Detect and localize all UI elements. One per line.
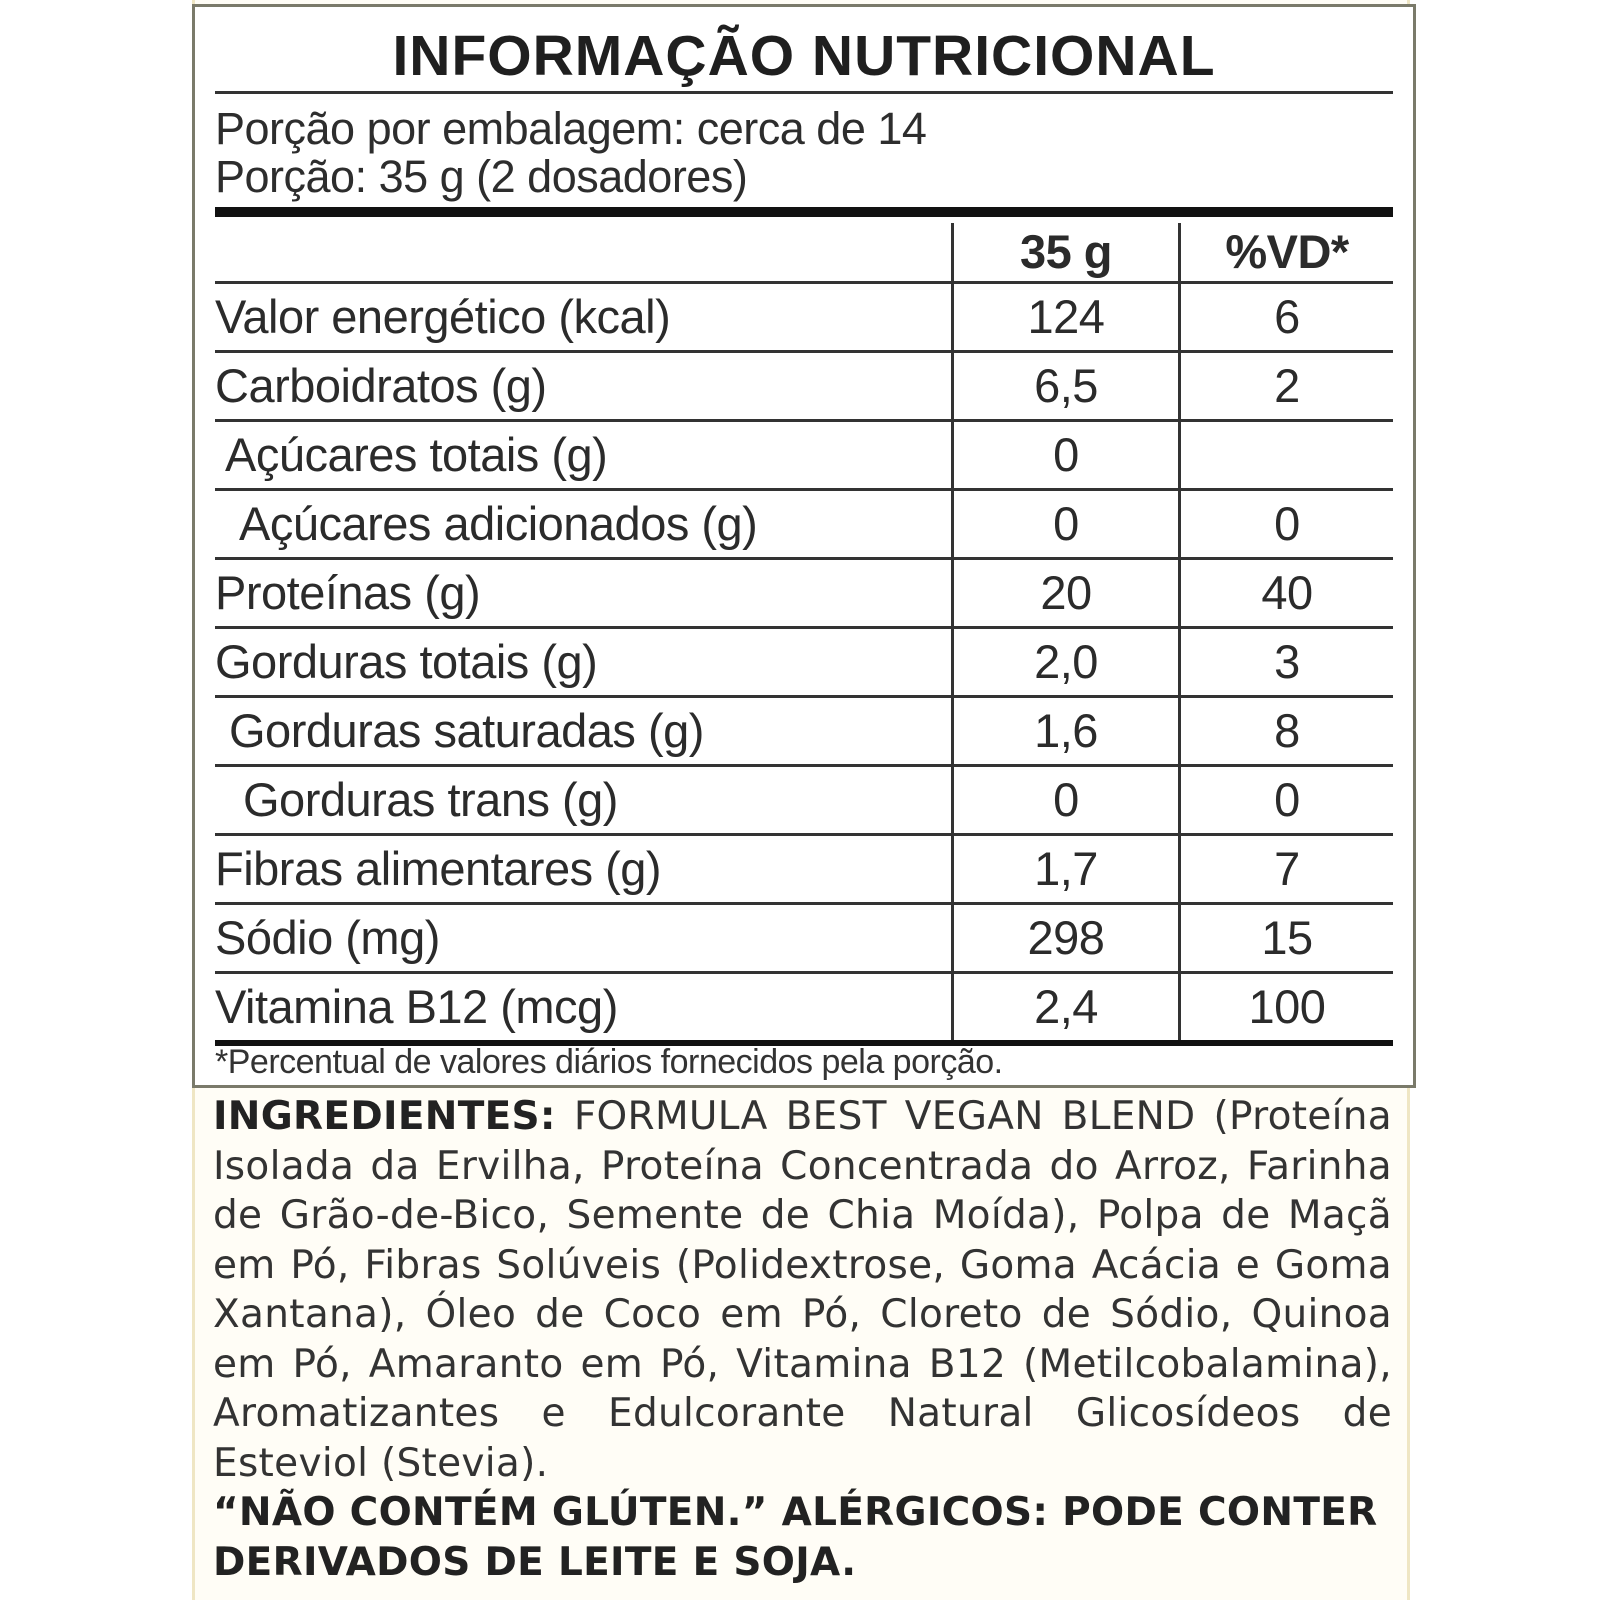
servings-per-package: Porção por embalagem: cerca de 14 [215,103,927,154]
table-header-row [215,223,1393,283]
nutrient-name: Vitamina B12 (mcg) [215,973,953,1044]
nutrient-amount: 2,4 [953,973,1180,1044]
allergens-statement: ALÉRGICOS: PODE CONTER DERIVADOS DE LEITE E SOJA. [213,1490,1378,1585]
gluten-statement: “NÃO CONTÉM GLÚTEN.” [213,1490,768,1535]
nutrient-amount: 124 [953,283,1180,352]
serving-size: Porção: 35 g (2 dosadores) [215,151,748,202]
nutrient-amount: 1,7 [953,835,1180,904]
nutrient-name: Proteínas (g) [215,559,953,628]
nutrient-amount: 20 [953,559,1180,628]
header-amount: 35 g [953,223,1180,283]
nutrient-dv [1180,421,1394,490]
header-blank [215,223,953,283]
nutrient-dv: 15 [1180,904,1394,973]
table-row [215,352,1393,421]
nutrient-name: Açúcares totais (g) [215,421,953,490]
header-daily-value: %VD* [1180,223,1394,283]
nutrient-amount: 2,0 [953,628,1180,697]
ingredients-paragraph [213,1092,1392,1488]
nutrition-facts-box [192,4,1416,1088]
nutrient-dv: 0 [1180,766,1394,835]
allergen-warning [213,1488,1392,1587]
table-row [215,766,1393,835]
nutrient-dv: 3 [1180,628,1394,697]
nutrition-title: INFORMAÇÃO NUTRICIONAL [392,24,1216,88]
daily-value-footnote: *Percentual de valores diários fornecidos pela porção. [215,1043,1003,1081]
nutrient-dv: 2 [1180,352,1394,421]
nutrient-dv: 8 [1180,697,1394,766]
nutrient-amount: 0 [953,490,1180,559]
nutrient-amount: 1,6 [953,697,1180,766]
nutrient-dv: 6 [1180,283,1394,352]
thick-divider [215,207,1393,217]
table-row [215,559,1393,628]
nutrient-name: Fibras alimentares (g) [215,835,953,904]
nutrient-name: Sódio (mg) [215,904,953,973]
nutrient-dv: 100 [1180,973,1394,1044]
table-row [215,421,1393,490]
table-row [215,697,1393,766]
nutrient-amount: 6,5 [953,352,1180,421]
ingredients-text: FORMULA BEST VEGAN BLEND (Proteína Isolada da Ervilha, Proteína Concentrada do Arroz, Farinha de Grão-de-Bico, Semente de Chia Moída), Polpa de Maçã em Pó, Fibras Solúveis (Polidextrose, Goma Acácia e Goma Xantana), Óleo de Coco em Pó, Cloreto de Sódio, Quinoa em Pó, Amaranto em Pó, Vitamina B12 (Metilcobalamina), Aromatizantes e Edulcorante Natural Glicosídeos de Esteviol (Stevia). [213,1094,1392,1486]
nutrient-name: Gorduras totais (g) [215,628,953,697]
nutrient-name: Açúcares adicionados (g) [215,490,953,559]
nutrient-name: Valor energético (kcal) [215,283,953,352]
nutrient-amount: 0 [953,421,1180,490]
nutrient-amount: 298 [953,904,1180,973]
table-row [215,628,1393,697]
nutrient-amount: 0 [953,766,1180,835]
table-row [215,835,1393,904]
nutrient-name: Gorduras trans (g) [215,766,953,835]
table-row [215,490,1393,559]
nutrition-table [215,223,1393,1046]
ingredients-label: INGREDIENTES: [213,1094,556,1139]
nutrient-name: Gorduras saturadas (g) [215,697,953,766]
nutrient-dv: 40 [1180,559,1394,628]
nutrient-dv: 7 [1180,835,1394,904]
nutrient-name: Carboidratos (g) [215,352,953,421]
ingredients-section [213,1092,1392,1587]
nutrient-dv: 0 [1180,490,1394,559]
title-divider [215,91,1393,94]
table-row [215,904,1393,973]
table-row [215,973,1393,1044]
table-row [215,283,1393,352]
